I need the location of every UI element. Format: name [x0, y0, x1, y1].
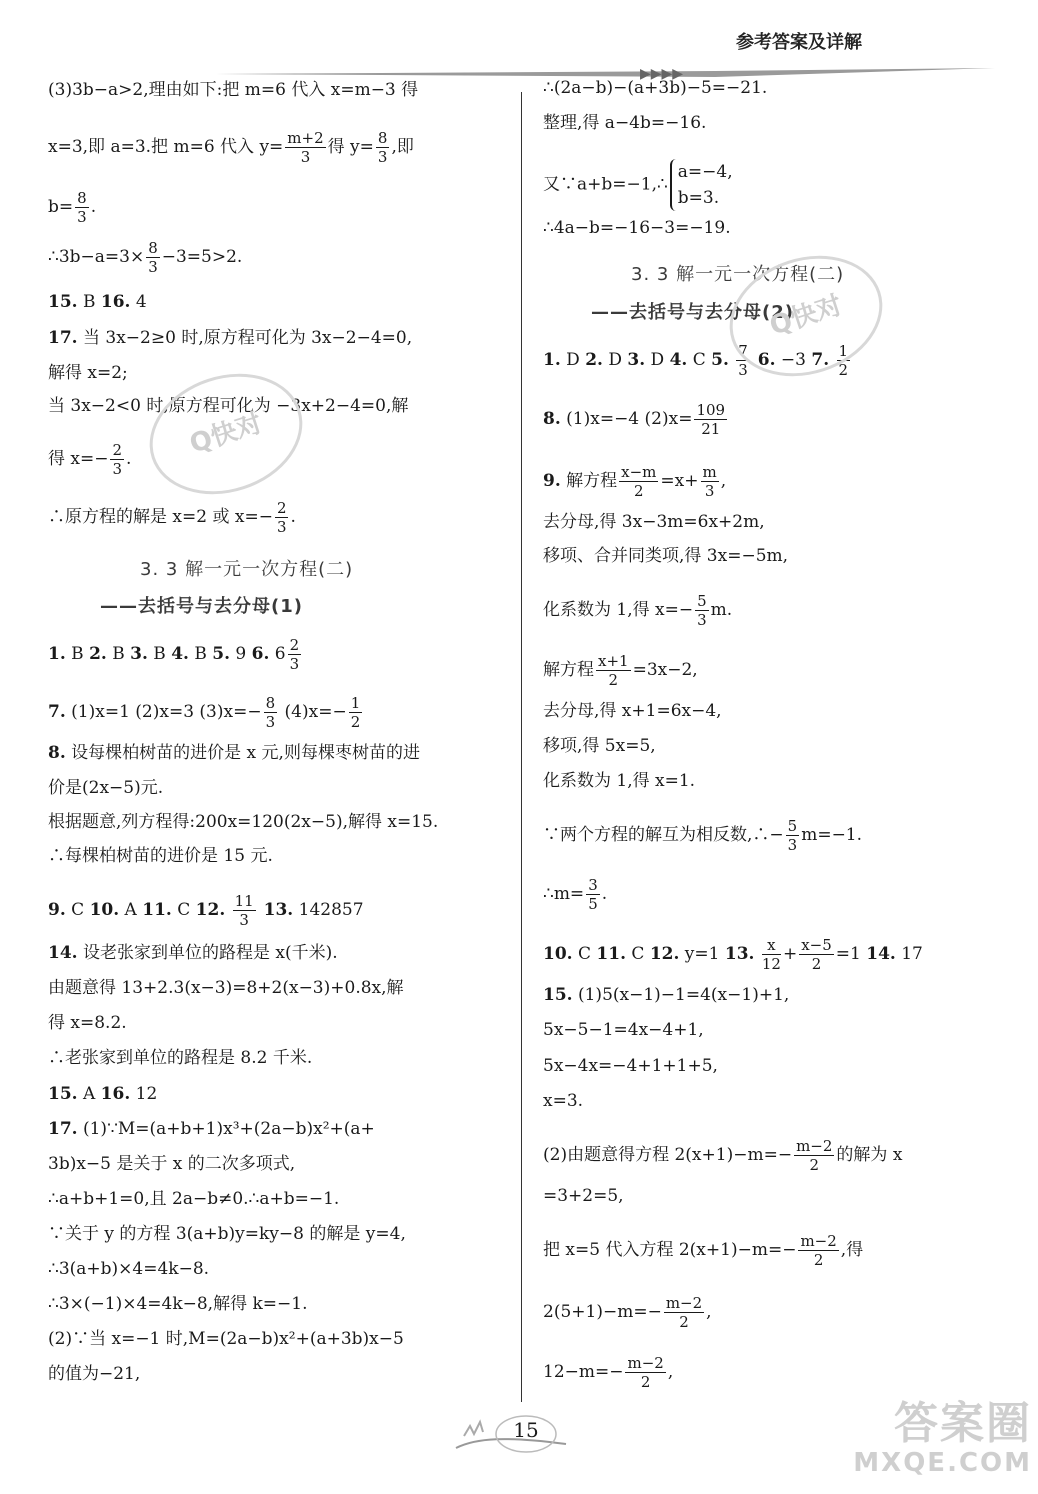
answer-text: ∴3×(−1)×4=4k−8,解得 k=−1.	[48, 1294, 308, 1314]
question-number: 12.	[195, 900, 226, 920]
question-number: 14.	[48, 943, 78, 963]
fraction-denominator: 3	[276, 518, 287, 536]
answer-line	[543, 1294, 712, 1331]
answer-text	[754, 944, 759, 964]
answer-line	[543, 1090, 583, 1112]
question-number: 8.	[543, 409, 561, 429]
answer-text: 移项,得 5x=5,	[543, 736, 656, 756]
fraction-numerator: m−2	[800, 1232, 837, 1250]
section-title: 3. 3 解一元一次方程(二)	[631, 264, 845, 285]
answer-text	[225, 900, 230, 920]
fraction	[586, 876, 600, 913]
answer-text: ∵两个方程的解互为相反数,∴−	[543, 825, 784, 845]
answer-line	[543, 652, 698, 689]
answer-line	[48, 441, 131, 478]
fraction-numerator: m−2	[796, 1137, 833, 1155]
answer-line	[48, 694, 364, 731]
answer-text: C	[572, 944, 597, 964]
fraction	[695, 592, 709, 629]
answer-text: 化系数为 1,得 x=1.	[543, 771, 696, 791]
answer-text: =1	[835, 944, 867, 964]
answer-line	[48, 636, 303, 673]
answer-text: (1)x=−4 (2)x=	[560, 409, 693, 429]
answer-line	[48, 845, 273, 867]
answer-text: 解方程	[543, 660, 594, 680]
section-subtitle: ——去括号与去分母(2)	[591, 302, 794, 323]
answer-line	[48, 977, 404, 999]
answer-line	[543, 735, 656, 757]
answer-line	[48, 1153, 295, 1175]
fraction-numerator: 8	[77, 189, 87, 207]
question-number: 11.	[596, 944, 626, 964]
fraction	[110, 441, 124, 478]
answer-text: 当 3x−2<0 时,原方程可化为 −3x+2−4=0,解	[48, 396, 409, 416]
answer-line	[48, 189, 96, 226]
fraction-denominator: 2	[640, 1373, 651, 1391]
fraction-numerator: 5	[787, 817, 798, 835]
watermark	[852, 1400, 1032, 1488]
answer-line	[543, 936, 923, 973]
answer-line	[48, 742, 420, 764]
answer-line	[48, 1293, 308, 1315]
answer-text: 12	[130, 1084, 158, 1104]
answer-text: 移项、合并同类项,得 3x=−5m,	[543, 546, 789, 566]
answer-line	[543, 159, 733, 211]
answer-text: (1)x=1 (2)x=3 (3)x=−	[65, 702, 262, 722]
question-number: 1.	[543, 350, 561, 370]
answer-text: .	[601, 884, 608, 904]
question-number: 3.	[130, 644, 148, 664]
fraction-numerator: x−m	[621, 463, 657, 481]
fraction-denominator: 2	[634, 482, 644, 500]
answer-text: ∴3(a+b)×4=4k−8.	[48, 1259, 210, 1279]
answer-line	[543, 463, 726, 500]
fraction-denominator: 2	[809, 1156, 820, 1174]
question-number: 5.	[711, 350, 729, 370]
answer-line	[543, 592, 732, 629]
question-number: 1.	[48, 644, 66, 664]
answer-text: B	[77, 292, 101, 312]
question-number: 16.	[100, 292, 131, 312]
question-number: 4.	[171, 644, 189, 664]
question-number: 17.	[48, 328, 78, 348]
answer-text: 把 x=5 代入方程 2(x+1)−m=−	[543, 1240, 797, 1260]
answer-text: C	[65, 900, 90, 920]
answer-line	[48, 362, 128, 384]
answer-text: ,	[706, 1302, 712, 1322]
answer-text: =x+	[660, 471, 699, 491]
question-number: 11.	[142, 900, 172, 920]
answer-line	[543, 77, 767, 99]
answer-text: 解得 x=2;	[48, 363, 128, 383]
answer-text: 由题意得 13+2.3(x−3)=8+2(x−3)+0.8x,解	[48, 978, 404, 998]
answer-text: (2)∵当 x=−1 时,M=(2a−b)x²+(a+3b)x−5	[48, 1329, 404, 1349]
answer-text: x=3.	[543, 1091, 584, 1111]
answer-text: 根据题意,列方程得:200x=120(2x−5),解得 x=15.	[48, 812, 439, 832]
fraction-denominator: 3	[377, 148, 388, 166]
answer-text: B	[188, 644, 213, 664]
answer-line	[48, 239, 242, 276]
answer-line	[48, 1363, 140, 1385]
answer-line	[48, 1083, 157, 1105]
answer-text: 2(5+1)−m=−	[543, 1302, 662, 1322]
question-number: 15.	[48, 1084, 78, 1104]
answer-line	[543, 545, 788, 567]
answer-line	[543, 1232, 863, 1269]
fraction-numerator: m	[702, 463, 717, 481]
question-number: 15.	[48, 292, 78, 312]
page-number: 15	[513, 1418, 539, 1442]
answer-text: C	[687, 350, 712, 370]
fraction	[619, 463, 658, 500]
answer-line	[48, 1012, 127, 1034]
question-number: 15.	[543, 985, 573, 1005]
answer-text: 142857	[293, 900, 364, 920]
answer-text: ,	[667, 1362, 674, 1382]
fraction-denominator: 2	[679, 1313, 689, 1331]
equation-system	[670, 159, 733, 211]
fraction-denominator: 2	[811, 955, 822, 973]
fraction-numerator: 8	[148, 239, 158, 257]
answer-line	[543, 401, 729, 438]
answer-line	[48, 1047, 312, 1069]
fraction	[701, 463, 719, 500]
answer-text: 的解为 x	[836, 1145, 903, 1165]
answer-text: 5x−5−1=4x−4+1,	[543, 1020, 704, 1040]
fraction-denominator: 3	[704, 482, 715, 500]
answer-line	[543, 217, 731, 239]
answer-text: m.	[710, 600, 733, 620]
answer-text: D	[602, 350, 628, 370]
answer-line	[543, 1354, 673, 1391]
answer-text: 化系数为 1,得 x=−	[543, 600, 694, 620]
answer-text: 整理,得 a−4b=−16.	[543, 113, 707, 133]
fraction-denominator: 3	[697, 611, 707, 629]
answer-text: B	[106, 644, 131, 664]
fraction-numerator: 5	[697, 592, 707, 610]
answer-text: ,	[720, 471, 727, 491]
fraction	[233, 892, 256, 929]
fraction-denominator: 2	[350, 713, 361, 731]
fraction-numerator: 8	[265, 694, 276, 712]
answer-text: b=	[48, 197, 74, 217]
section-subtitle: ——去括号与去分母(1)	[100, 596, 303, 617]
answer-text: 解方程	[560, 471, 618, 491]
fraction	[349, 694, 363, 731]
answer-text: ∴a+b+1=0,且 2a−b≠0.∴a+b=−1.	[48, 1189, 340, 1209]
answer-text: (1)5(x−1)−1=4(x−1)+1,	[572, 985, 790, 1005]
answer-line	[543, 876, 607, 913]
fraction-numerator: 2	[276, 499, 287, 517]
question-number: 13.	[724, 944, 755, 964]
answer-text: ∵关于 y 的方程 3(a+b)y=ky−8 的解是 y=4,	[48, 1224, 406, 1244]
question-number: 2.	[89, 644, 107, 664]
fraction-numerator: m+2	[287, 129, 324, 147]
answer-text	[729, 350, 734, 370]
answer-text: .	[90, 197, 97, 217]
answer-text: D	[560, 350, 586, 370]
answer-text: ∴m=	[543, 884, 585, 904]
answer-line	[48, 1118, 375, 1140]
watermark-url: MXQE.COM	[853, 1448, 1032, 1478]
fraction-denominator: 3	[289, 655, 300, 673]
fraction-numerator: 3	[588, 876, 598, 894]
fraction-denominator: 3	[112, 460, 123, 478]
watermark-title: 答案圈	[894, 1398, 1032, 1449]
answer-line	[543, 1019, 704, 1041]
fraction-denominator: 2	[838, 361, 849, 379]
fraction-denominator: 3	[738, 361, 748, 379]
section-title: 3. 3 解一元一次方程(二)	[140, 559, 354, 580]
answer-line	[543, 1185, 624, 1207]
question-number: 9.	[48, 900, 66, 920]
fraction-denominator: 5	[588, 895, 598, 913]
answer-line	[543, 1055, 718, 1077]
question-number: 8.	[48, 743, 66, 763]
answer-text: ∴原方程的解是 x=2 或 x=−	[48, 507, 273, 527]
fraction-numerator: 2	[112, 441, 123, 459]
fraction-numerator: 1	[838, 342, 849, 360]
answer-line	[543, 112, 706, 134]
answer-line	[543, 770, 695, 792]
fraction-denominator: 2	[813, 1251, 824, 1269]
fraction-numerator: 8	[377, 129, 388, 147]
answer-line	[543, 817, 862, 854]
fraction-denominator: 3	[265, 713, 276, 731]
question-number: 10.	[89, 900, 120, 920]
answer-text: (1)∵M=(a+b+1)x³+(2a−b)x²+(a+	[77, 1119, 375, 1139]
answer-line	[543, 511, 765, 533]
answer-text: ,即	[391, 137, 414, 157]
fraction-denominator: 3	[148, 258, 158, 276]
answer-text: 3b)x−5 是关于 x 的二次多项式,	[48, 1154, 296, 1174]
answer-line	[48, 811, 438, 833]
answer-text: .	[290, 507, 296, 527]
answer-text: ∴(2a−b)−(a+3b)−5=−21.	[543, 78, 768, 98]
fraction-numerator: 2	[289, 636, 300, 654]
fraction-denominator: 3	[77, 208, 87, 226]
answer-text: 当 3x−2≥0 时,原方程可化为 3x−2−4=0,	[77, 328, 413, 348]
kuaidui-stamp: Q快对	[134, 355, 318, 514]
answer-text: 去分母,得 x+1=6x−4,	[543, 701, 722, 721]
answer-text: C	[171, 900, 196, 920]
answer-line	[48, 1328, 404, 1350]
answer-text: C	[625, 944, 650, 964]
answer-text: ∴4a−b=−16−3=−19.	[543, 218, 731, 238]
answer-text: 去分母,得 3x−3m=6x+2m,	[543, 512, 765, 532]
equation-row: b=3.	[677, 188, 720, 208]
fraction	[146, 239, 160, 276]
fraction	[694, 401, 727, 438]
answer-text: 得 x=8.2.	[48, 1013, 127, 1033]
answer-text: ∴3b−a=3×	[48, 247, 145, 267]
answer-text: 设每棵柏树苗的进价是 x 元,则每棵枣树苗的进	[65, 743, 420, 763]
fraction	[664, 1294, 704, 1331]
fraction	[288, 636, 302, 673]
fraction-denominator: 21	[701, 420, 721, 438]
answer-text: 得 x=−	[48, 449, 109, 469]
answer-line	[48, 499, 296, 536]
answer-text: −3	[775, 350, 812, 370]
answer-text: (2)由题意得方程 2(x+1)−m=−	[543, 1145, 793, 1165]
answer-text: y=1	[679, 944, 725, 964]
answer-line	[48, 1258, 209, 1280]
answer-text: x=3,即 a=3.把 m=6 代入 y=	[48, 137, 284, 157]
answer-text: 的值为−21,	[48, 1364, 141, 1384]
fraction	[762, 936, 781, 973]
fraction	[285, 129, 325, 166]
fraction	[596, 652, 631, 689]
question-number: 14.	[866, 944, 896, 964]
answer-text: m=−1.	[801, 825, 863, 845]
fraction-denominator: 2	[608, 671, 619, 689]
header-title: 参考答案及详解	[736, 32, 862, 53]
fraction	[264, 694, 278, 731]
answer-text: .	[126, 449, 132, 469]
question-number: 2.	[585, 350, 603, 370]
answer-line	[543, 1137, 902, 1174]
fraction-numerator: 109	[696, 401, 726, 419]
answer-text: 设老张家到单位的路程是 x(千米).	[77, 943, 338, 963]
answer-text: ∴每棵柏树苗的进价是 15 元.	[48, 846, 273, 866]
answer-line	[48, 129, 414, 166]
answer-text: B	[147, 644, 172, 664]
answer-text: +	[782, 944, 798, 964]
question-number: 9.	[543, 471, 561, 491]
answer-text: −3=5>2.	[161, 247, 243, 267]
fraction-numerator: 11	[234, 892, 254, 910]
answer-line	[48, 892, 364, 929]
answer-text: A	[77, 1084, 101, 1104]
question-number: 17.	[48, 1119, 78, 1139]
question-number: 4.	[669, 350, 688, 370]
answer-text: (4)x=−	[279, 702, 347, 722]
answer-text: B	[65, 644, 90, 664]
fraction-numerator: m−2	[627, 1354, 664, 1372]
fraction	[75, 189, 89, 226]
question-number: 7.	[48, 702, 66, 722]
answer-line	[48, 327, 412, 349]
fraction	[799, 936, 834, 973]
fraction-numerator: m−2	[665, 1294, 703, 1312]
question-number: 6.	[751, 350, 776, 370]
question-number: 6.	[251, 644, 270, 664]
fraction	[625, 1354, 665, 1391]
kuaidui-stamp: Q快对	[714, 237, 898, 396]
answer-text: =3+2=5,	[543, 1186, 624, 1206]
fraction	[798, 1232, 838, 1269]
answer-line	[48, 1223, 406, 1245]
answer-line	[48, 79, 418, 101]
answer-text: D	[645, 350, 670, 370]
fraction-numerator: 7	[738, 342, 748, 360]
fraction	[794, 1137, 834, 1174]
svg-text:▶▶▶▶: ▶▶▶▶	[640, 66, 684, 80]
answer-text: (3)3b−a>2,理由如下:把 m=6 代入 x=m−3 得	[48, 80, 419, 100]
answer-text: A	[119, 900, 143, 920]
fraction-numerator: x+1	[598, 652, 629, 670]
answer-line	[543, 700, 722, 722]
equation-row: a=−4,	[677, 162, 733, 182]
question-number: 7.	[811, 350, 830, 370]
fraction	[786, 817, 800, 854]
answer-text: 5x−4x=−4+1+1+5,	[543, 1056, 718, 1076]
answer-text: 17	[895, 944, 923, 964]
question-number: 13.	[257, 900, 294, 920]
question-number: 16.	[100, 1084, 131, 1104]
answer-line	[48, 291, 147, 313]
answer-line	[48, 777, 163, 799]
fraction-denominator: 3	[239, 911, 249, 929]
question-number: 3.	[627, 350, 646, 370]
answer-text: 4	[130, 292, 147, 312]
fraction-denominator: 3	[787, 836, 798, 854]
column-divider	[521, 92, 522, 1402]
question-number: 5.	[212, 644, 230, 664]
fraction-numerator: x−5	[801, 936, 832, 954]
answer-text: 9	[230, 644, 252, 664]
fraction-numerator: 1	[350, 694, 361, 712]
answer-text: 6	[269, 644, 286, 664]
answer-text: ∴老张家到单位的路程是 8.2 千米.	[48, 1048, 313, 1068]
answer-text: 12−m=−	[543, 1362, 624, 1382]
fraction	[376, 129, 390, 166]
answer-text: 价是(2x−5)元.	[48, 778, 164, 798]
question-number: 10.	[543, 944, 573, 964]
answer-line	[48, 1188, 339, 1210]
fraction-numerator: x	[762, 936, 781, 955]
answer-text: 又∵a+b=−1,∴	[543, 174, 668, 195]
answer-line	[543, 984, 789, 1006]
answer-line	[48, 942, 338, 964]
answer-text: ,得	[840, 1240, 864, 1260]
question-number: 12.	[649, 944, 680, 964]
fraction-denominator: 12	[761, 955, 781, 973]
answer-text: 得 y=	[327, 137, 374, 157]
answer-text: =3x−2,	[632, 660, 698, 680]
fraction	[275, 499, 289, 536]
fraction-denominator: 3	[300, 148, 311, 166]
